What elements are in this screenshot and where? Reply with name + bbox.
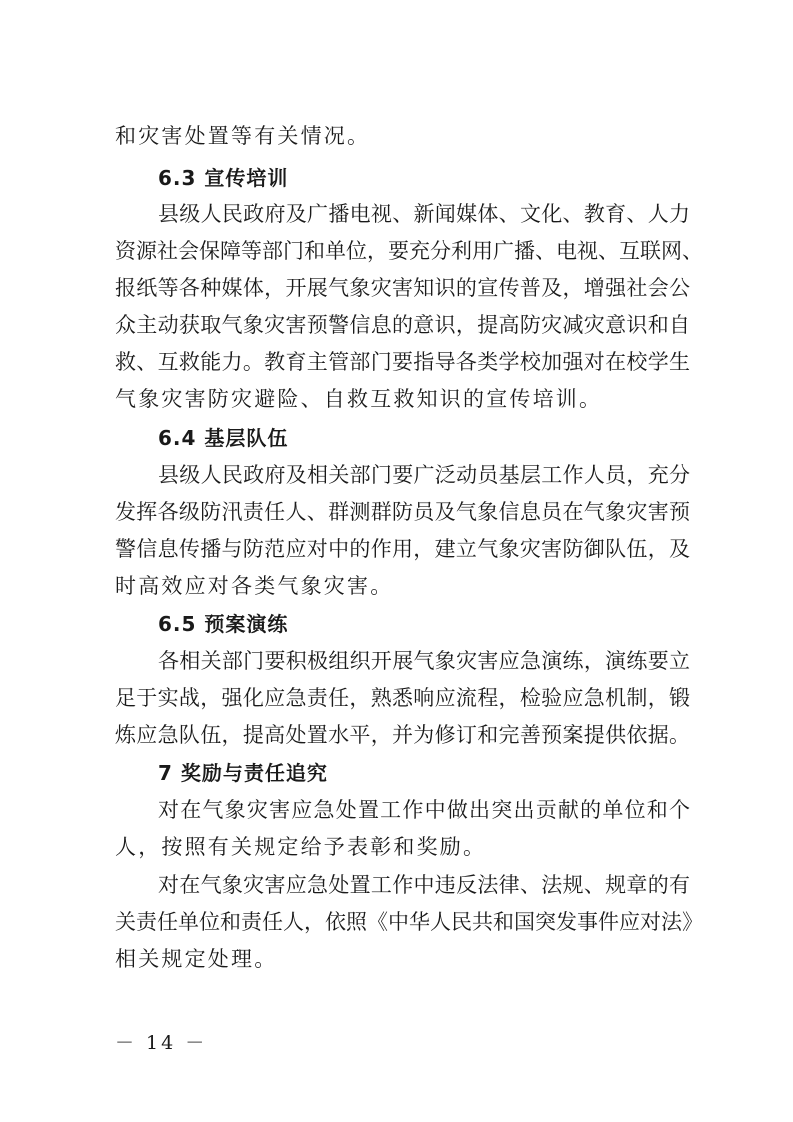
- section-heading-6-5: 6.5 预案演练: [158, 612, 289, 636]
- paragraph-line: 资源社会保障等部门和单位，要充分利用广播、电视、互联网、: [115, 239, 703, 263]
- paragraph-line: 救、互救能力。教育主管部门要指导各类学校加强对在校学生: [115, 350, 690, 374]
- paragraph-line: 气象灾害防灾避险、自救互救知识的宣传培训。: [115, 387, 603, 411]
- paragraph-line: 关责任单位和责任人，依照《中华人民共和国突发事件应对法》: [115, 910, 703, 934]
- paragraph-line: 众主动获取气象灾害预警信息的意识，提高防灾减灾意识和自: [115, 313, 690, 337]
- paragraph-line: 警信息传播与防范应对中的作用，建立气象灾害防御队伍，及: [115, 537, 690, 561]
- page-number: － 14 －: [115, 1032, 208, 1054]
- paragraph-line: 对在气象灾害应急处置工作中违反法律、法规、规章的有: [158, 873, 690, 897]
- paragraph-line: 报纸等各种媒体，开展气象灾害知识的宣传普及，增强社会公: [115, 276, 690, 300]
- paragraph-line: 各相关部门要积极组织开展气象灾害应急演练，演练要立: [158, 649, 690, 673]
- paragraph-line: 时高效应对各类气象灾害。: [115, 574, 394, 598]
- paragraph-line: 炼应急队伍，提高处置水平，并为修订和完善预案提供依据。: [115, 723, 690, 747]
- paragraph-line: 县级人民政府及相关部门要广泛动员基层工作人员，充分: [158, 463, 690, 487]
- section-heading-7: 7 奖励与责任追究: [158, 761, 328, 785]
- paragraph-line: 人，按照有关规定给予表彰和奖励。: [115, 835, 487, 859]
- section-heading-6-4: 6.4 基层队伍: [158, 426, 289, 450]
- paragraph-line: 县级人民政府及广播电视、新闻媒体、文化、教育、人力: [158, 202, 690, 226]
- paragraph-line: 相关规定处理。: [115, 947, 278, 971]
- paragraph-line: 对在气象灾害应急处置工作中做出突出贡献的单位和个: [158, 798, 690, 822]
- paragraph-line: 足于实战，强化应急责任，熟悉响应流程，检验应急机制，锻: [115, 686, 690, 710]
- paragraph-continuation: 和灾害处置等有关情况。: [115, 124, 371, 148]
- paragraph-line: 发挥各级防汛责任人、群测群防员及气象信息员在气象灾害预: [115, 500, 690, 524]
- section-heading-6-3: 6.3 宣传培训: [158, 166, 289, 190]
